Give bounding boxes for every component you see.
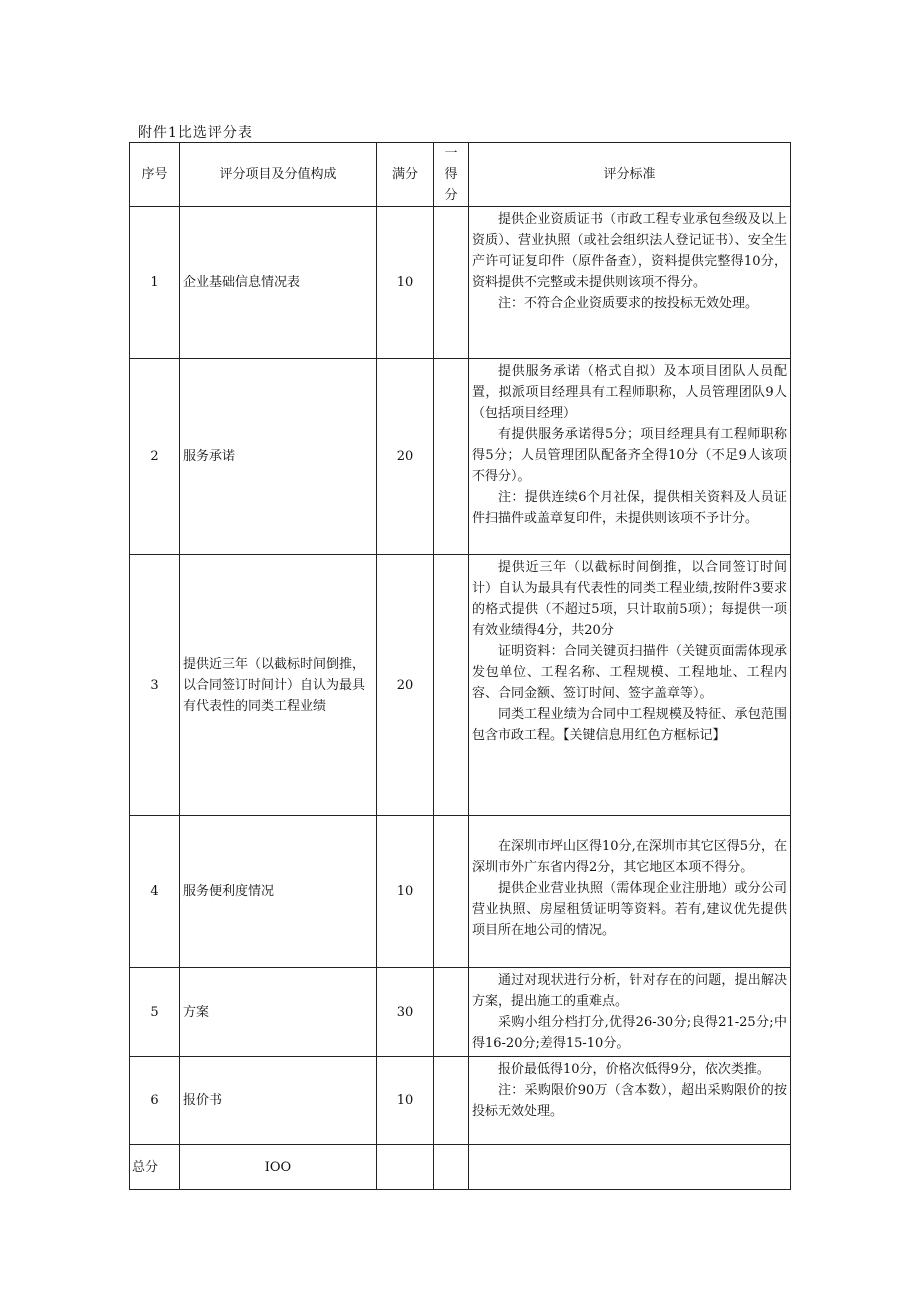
total-full-cell <box>377 1145 434 1190</box>
header-score-line: 一 <box>444 146 458 161</box>
row-full: 30 <box>377 968 434 1057</box>
row-score-cell <box>434 207 469 359</box>
criteria-paragraph: 通过对现状进行分析，针对存在的问题，提出解决方案，提出施工的重难点。 <box>472 973 787 1009</box>
criteria-paragraph: 同类工程业绩为合同中工程规模及特征、承包范围包含市政工程。【关键信息用红色方框标记】 <box>472 707 787 743</box>
total-value: IOO <box>180 1145 377 1190</box>
criteria-paragraph: 注：不符合企业资质要求的按投标无效处理。 <box>498 296 759 311</box>
row-criteria <box>469 816 791 968</box>
header-score-line: 得 <box>444 167 458 182</box>
row-item: 报价书 <box>180 1057 377 1145</box>
table-row <box>130 968 791 1057</box>
row-full: 20 <box>377 359 434 555</box>
row-full: 20 <box>377 555 434 816</box>
table-header-row <box>130 143 791 207</box>
row-score-cell <box>434 555 469 816</box>
total-label: 总分 <box>130 1145 180 1190</box>
total-score-cell <box>434 1145 469 1190</box>
row-no: 2 <box>130 359 180 555</box>
row-no: 4 <box>130 816 180 968</box>
row-full: 10 <box>377 1057 434 1145</box>
total-row <box>130 1145 791 1190</box>
header-full: 满分 <box>377 143 434 207</box>
criteria-paragraph: 报价最低得10分，价格次低得9分，依次类推。 <box>498 1062 770 1077</box>
header-no: 序号 <box>130 143 180 207</box>
header-score-line: 分 <box>444 188 458 203</box>
header-criteria: 评分标准 <box>469 143 791 207</box>
row-no: 5 <box>130 968 180 1057</box>
row-criteria <box>469 207 791 359</box>
criteria-paragraph: 在深圳市坪山区得10分,在深圳市其它区得5分，在深圳市外广东省内得2分，其它地区本项不得分。 <box>472 839 787 875</box>
row-criteria <box>469 1057 791 1145</box>
row-no: 3 <box>130 555 180 816</box>
total-criteria-cell <box>469 1145 791 1190</box>
row-criteria <box>469 359 791 555</box>
row-score-cell <box>434 968 469 1057</box>
criteria-paragraph: 提供企业资质证书（市政工程专业承包叁级及以上资质）、营业执照（或社会组织法人登记证书）、安全生产许可证复印件（原件备查），资料提供完整得10分，资料提供不完整或未提供则该项不得分。 <box>472 212 787 290</box>
row-item: 服务便利度情况 <box>180 816 377 968</box>
row-item: 提供近三年（以截标时间倒推，以合同签订时间计）自认为最具有代表性的同类工程业绩 <box>180 555 377 816</box>
row-score-cell <box>434 359 469 555</box>
table-row <box>130 359 791 555</box>
table-row <box>130 555 791 816</box>
table-row <box>130 1057 791 1145</box>
row-score-cell <box>434 816 469 968</box>
document-title: 附件1比选评分表 <box>138 125 253 141</box>
criteria-paragraph: 证明资料：合同关键页扫描件（关键页面需体现承发包单位、工程名称、工程规模、工程地址、工程内容、合同金额、签订时间、签字盖章等）。 <box>472 644 787 701</box>
header-score <box>434 143 469 207</box>
row-full: 10 <box>377 207 434 359</box>
criteria-paragraph: 提供服务承诺（格式自拟）及本项目团队人员配置，拟派项目经理具有工程师职称，人员管理团队9人（包括项目经理） <box>472 364 787 421</box>
row-score-cell <box>434 1057 469 1145</box>
table-row <box>130 207 791 359</box>
row-item: 服务承诺 <box>180 359 377 555</box>
row-criteria <box>469 968 791 1057</box>
row-full: 10 <box>377 816 434 968</box>
row-no: 1 <box>130 207 180 359</box>
row-item: 企业基础信息情况表 <box>180 207 377 359</box>
scoring-table <box>129 142 791 1190</box>
row-criteria <box>469 555 791 816</box>
row-no: 6 <box>130 1057 180 1145</box>
criteria-paragraph: 有提供服务承诺得5分；项目经理具有工程师职称得5分；人员管理团队配备齐全得10分（不足9人该项不得分）。 <box>472 427 787 484</box>
criteria-paragraph: 注：提供连续6个月社保，提供相关资料及人员证件扫描件或盖章复印件，未提供则该项不予计分。 <box>472 490 787 526</box>
criteria-paragraph: 注：采购限价90万（含本数），超出采购限价的按投标无效处理。 <box>472 1083 787 1119</box>
criteria-paragraph: 提供近三年（以截标时间倒推，以合同签订时间计）自认为最具有代表性的同类工程业绩,按附件3要求的格式提供（不超过5项，只计取前5项）；每提供一项有效业绩得4分，共20分 <box>472 560 787 638</box>
header-item: 评分项目及分值构成 <box>180 143 377 207</box>
table-row <box>130 816 791 968</box>
criteria-paragraph: 提供企业营业执照（需体现企业注册地）或分公司营业执照、房屋租赁证明等资料。若有,建议优先提供项目所在地公司的情况。 <box>472 881 787 938</box>
row-item: 方案 <box>180 968 377 1057</box>
criteria-paragraph: 采购小组分档打分,优得26-30分;良得21-25分;中得16-20分;差得15-10分。 <box>472 1015 787 1051</box>
